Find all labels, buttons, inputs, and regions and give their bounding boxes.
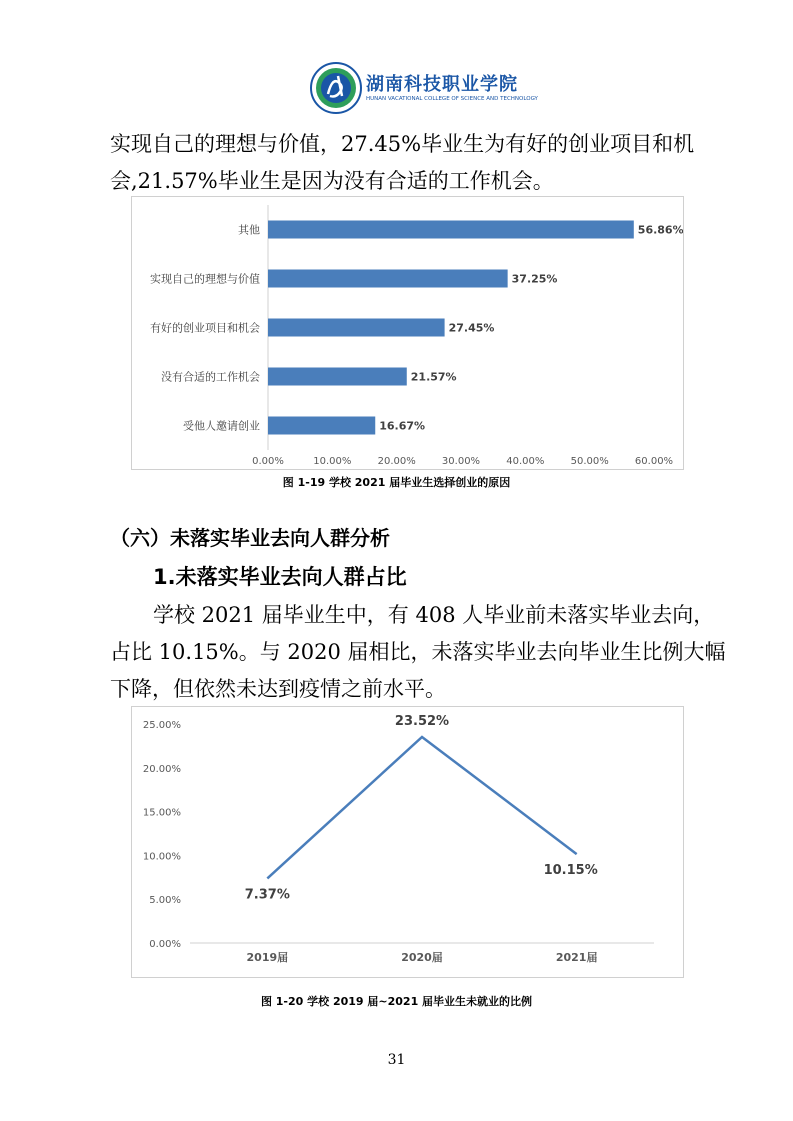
x-tick-label: 0.00%: [252, 456, 284, 467]
x-tick-label: 60.00%: [634, 456, 674, 467]
paragraph-1-line-2: 会,21.57%毕业生是因为没有合适的工作机会。: [110, 169, 554, 193]
school-emblem-icon: [310, 62, 362, 114]
figure-2-caption: 图 1-20 学校 2019 届~2021 届毕业生未就业的比例: [260, 995, 533, 1008]
x-category-label: 2019届: [246, 951, 289, 964]
y-tick-label: 15.00%: [142, 807, 181, 819]
bar: [268, 368, 407, 386]
bar-value-label: 37.25%: [511, 272, 558, 286]
y-tick-label: 0.00%: [149, 939, 181, 950]
page-number: 31: [387, 1052, 406, 1068]
y-tick-label: 25.00%: [142, 720, 181, 731]
bar: [268, 221, 634, 239]
x-category-label: 2020届: [401, 951, 443, 964]
y-tick-label: 10.00%: [142, 851, 181, 863]
x-tick-label: 10.00%: [313, 456, 352, 467]
category-label: 有好的创业项目和机会: [150, 321, 260, 335]
category-label: 其他: [238, 223, 260, 237]
unemployment-line-chart: [132, 707, 683, 977]
x-category-label: 2021届: [555, 951, 598, 964]
unemployment-line-chart-frame: [131, 706, 684, 978]
category-label: 没有合适的工作机会: [161, 370, 260, 384]
reasons-bar-chart-frame: [131, 196, 684, 470]
y-tick-label: 20.00%: [142, 763, 181, 775]
data-point-label: 10.15%: [543, 863, 598, 879]
x-tick-label: 40.00%: [506, 456, 545, 467]
y-tick-label: 5.00%: [149, 895, 181, 907]
sub-heading: 1.未落实毕业去向人群占比: [153, 565, 407, 589]
paragraph-2-line-1: 学校 2021 届毕业生中，有 408 人毕业前未落实毕业去向，: [153, 603, 715, 627]
paragraph-1-line-1: 实现自己的理想与价值，27.45%毕业生为有好的创业项目和机: [110, 132, 695, 156]
x-tick-label: 30.00%: [441, 456, 481, 467]
paragraph-2-line-2: 占比 10.15%。与 2020 届相比，未落实毕业去向毕业生比例大幅: [110, 640, 726, 664]
bar-value-label: 27.45%: [448, 321, 495, 335]
bar-value-label: 56.86%: [637, 223, 683, 237]
x-tick-label: 20.00%: [377, 456, 416, 467]
school-name-en: HUNAN VACATIONAL COLLEGE OF SCIENCE AND TECHNOLOGY: [366, 96, 538, 102]
category-label: 实现自己的理想与价值: [150, 272, 260, 286]
data-point-label: 7.37%: [244, 887, 290, 903]
bar-value-label: 16.67%: [379, 419, 426, 433]
x-tick-label: 50.00%: [570, 456, 609, 467]
school-name-cn: 湖南科技职业学院: [366, 74, 518, 95]
series-line: [267, 737, 576, 878]
bar: [268, 270, 508, 288]
figure-1-caption: 图 1-19 学校 2021 届毕业生选择创业的原因: [282, 476, 511, 489]
paragraph-2-line-3: 下降，但依然未达到疫情之前水平。: [110, 677, 446, 701]
category-label: 受他人邀请创业: [183, 419, 260, 433]
bar: [268, 417, 375, 435]
bar: [268, 319, 445, 337]
section-heading: （六）未落实毕业去向人群分析: [110, 526, 390, 550]
reasons-bar-chart: [132, 197, 683, 469]
bar-value-label: 21.57%: [410, 370, 457, 384]
data-point-label: 23.52%: [394, 713, 450, 729]
